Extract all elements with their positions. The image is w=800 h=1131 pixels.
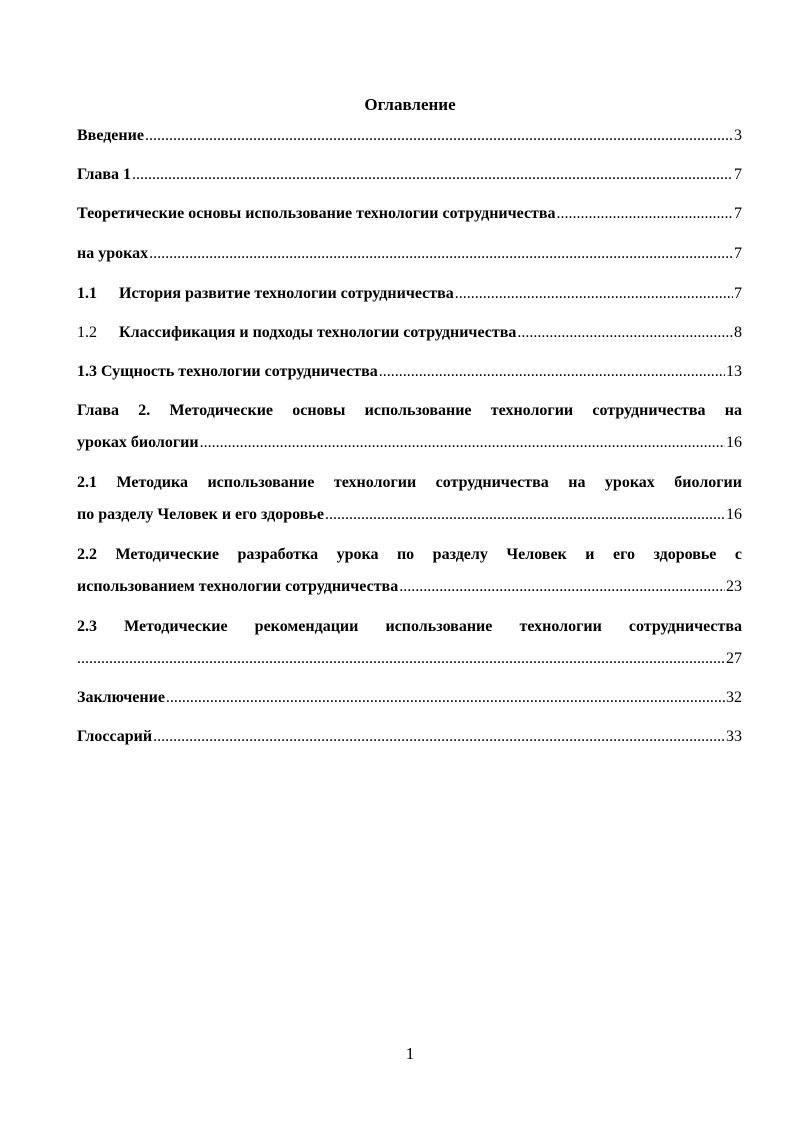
toc-page-number: 7 bbox=[734, 205, 742, 222]
toc-entry-1-1 bbox=[77, 284, 742, 304]
leader-dots bbox=[557, 204, 733, 224]
toc-page-number: 16 bbox=[726, 434, 742, 451]
toc-entry-text-cont: уроках биологии bbox=[77, 434, 199, 451]
toc-entry-text: Глава 1 bbox=[77, 166, 131, 183]
toc-entry-chapter-2 bbox=[77, 401, 742, 453]
leader-dots bbox=[455, 284, 733, 304]
toc-entry-text: 2.2 Методические разработка урока по разделу Человек и его здоровье с bbox=[77, 546, 742, 563]
leader-dots bbox=[200, 433, 725, 453]
toc-entry-1-3 bbox=[77, 362, 742, 382]
toc-entry-text: 1.3 Сущность технологии сотрудничества bbox=[77, 363, 378, 380]
leader-dots bbox=[166, 688, 725, 708]
leader-dots bbox=[149, 244, 733, 264]
leader-dots bbox=[325, 505, 725, 525]
toc-page-number: 13 bbox=[726, 363, 742, 380]
toc-entry-2-2 bbox=[77, 545, 742, 597]
toc-entry-text: История развитие технологии сотрудничества bbox=[119, 285, 454, 302]
toc-entry-text: Глава 2. Методические основы использование технологии сотрудничества на bbox=[77, 402, 742, 419]
leader-dots bbox=[132, 165, 733, 185]
leader-dots bbox=[517, 323, 733, 343]
toc-entry-conclusion bbox=[77, 688, 742, 708]
section-number: 1.1 bbox=[77, 285, 97, 302]
toc-entry-1-2 bbox=[77, 323, 742, 343]
toc-entry-glossary bbox=[77, 727, 742, 747]
toc-page-number: 7 bbox=[734, 285, 742, 302]
toc-entry-chapter-1-title-cont bbox=[77, 244, 742, 264]
toc-page-number: 8 bbox=[734, 324, 742, 341]
toc-page-number: 3 bbox=[734, 127, 742, 144]
toc-entry-2-1 bbox=[77, 473, 742, 525]
toc-entry-text: Введение bbox=[77, 127, 144, 144]
toc-page-number: 23 bbox=[726, 578, 742, 595]
toc-entry-text-cont: по разделу Человек и его здоровье bbox=[77, 506, 324, 523]
toc-page-number: 16 bbox=[726, 506, 742, 523]
toc-page-number: 33 bbox=[726, 728, 742, 745]
toc-entry-text: Заключение bbox=[77, 689, 165, 706]
toc-page-number: 27 bbox=[726, 650, 742, 667]
toc-page-number: 32 bbox=[726, 689, 742, 706]
leader-dots bbox=[153, 727, 725, 747]
toc-page-number: 7 bbox=[734, 166, 742, 183]
page-number: 1 bbox=[405, 1044, 415, 1063]
toc-entry-text: 2.3 Методические рекомендации использование технологии сотрудничества bbox=[77, 618, 742, 635]
section-number: 1.2 bbox=[77, 324, 97, 341]
toc-page-number: 7 bbox=[734, 245, 742, 262]
toc-entry-chapter-1 bbox=[77, 165, 742, 185]
toc-title: Оглавление bbox=[364, 95, 456, 114]
toc-entry-intro bbox=[77, 126, 742, 146]
toc-entry-text: на уроках bbox=[77, 245, 149, 262]
toc-entry-text: 2.1 Методика использование технологии сотрудничества на уроках биологии bbox=[77, 474, 742, 491]
toc-entry-text: Классификация и подходы технологии сотрудничества bbox=[119, 324, 517, 341]
leader-dots bbox=[145, 126, 733, 146]
toc-entry-text: Глоссарий bbox=[77, 728, 153, 745]
toc-entry-text: Теоретические основы использование технологии сотрудничества bbox=[77, 205, 556, 222]
toc-entry-text-cont: использованием технологии сотрудничества bbox=[77, 578, 399, 595]
leader-dots bbox=[399, 577, 725, 597]
leader-dots bbox=[379, 362, 725, 382]
toc-entry-chapter-1-title bbox=[77, 204, 742, 224]
toc-entry-2-3 bbox=[77, 617, 742, 669]
leader-dots bbox=[77, 649, 725, 669]
